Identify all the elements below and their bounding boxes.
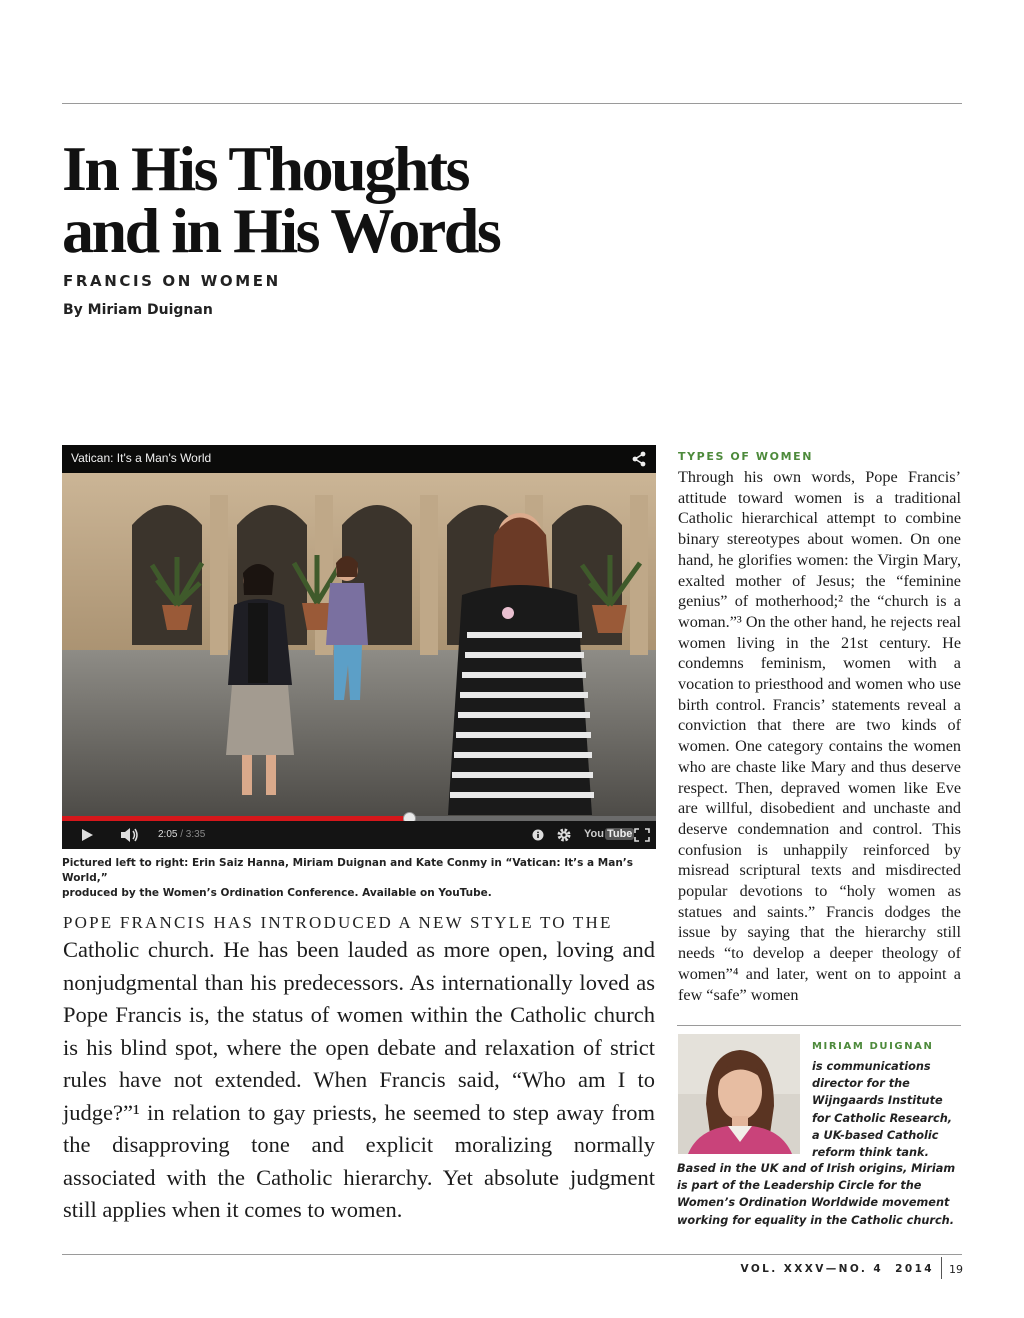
bio-line: is communications bbox=[812, 1060, 931, 1073]
control-bar bbox=[62, 821, 656, 849]
bio-rule bbox=[677, 1025, 961, 1026]
video-player[interactable] bbox=[62, 445, 656, 849]
bio-line: reform think tank. bbox=[812, 1146, 929, 1160]
sidebar-column bbox=[678, 450, 961, 1005]
caption-line-1: Pictured left to right: Erin Saiz Hanna, Miriam Duignan and Kate Conmy in “Vatican: It’s a Man’s World,” bbox=[62, 857, 634, 884]
bio-short bbox=[812, 1058, 962, 1161]
share-icon[interactable] bbox=[630, 450, 648, 468]
video-title-bar bbox=[62, 445, 656, 473]
info-icon[interactable] bbox=[532, 829, 544, 841]
photo-caption bbox=[62, 856, 662, 901]
bio-line: Wijngaards Institute bbox=[812, 1094, 943, 1108]
bio-line: director for the bbox=[812, 1077, 910, 1091]
time-display bbox=[158, 829, 205, 840]
title-line-2: and in His Words bbox=[62, 195, 500, 266]
video-title[interactable]: Vatican: It's a Man's World bbox=[71, 451, 212, 465]
caption-line-2: produced by the Women’s Ordination Conference. Available on YouTube. bbox=[62, 887, 492, 899]
play-icon[interactable] bbox=[80, 828, 94, 842]
youtube-logo-you: You bbox=[584, 828, 604, 840]
body-paragraph: Catholic church. He has been lauded as more open, loving and nonjudgmental than his predecessors. As internationally loved as Pope Francis is, the status of women within the Catholic church is his blind spot, where the open debate and relaxation of strict rules have not extended. When Francis said, “Who am I to judge?”¹ in relation to gay priests, he seemed to step away from the disapproving tone and explicit moralizing normally associated with the Catholic hierarchy. Yet absolute judgment still applies when it comes to women. bbox=[63, 937, 655, 1222]
fullscreen-icon[interactable] bbox=[634, 828, 650, 842]
article-body bbox=[63, 912, 655, 1227]
current-time: 2:05 bbox=[158, 829, 178, 840]
youtube-logo-tube: Tube bbox=[606, 828, 633, 840]
title-line-1: In His Thoughts bbox=[62, 133, 468, 204]
bio-line: for Catholic Research, bbox=[812, 1111, 953, 1125]
sidebar-paragraph: Through his own words, Pope Francis’ attitude toward women is a traditional Catholic hierarchical attempt to combine binary stereotypes about women. On one hand, he glorifies women: the Virgin Mary, exalted mother of Jesus; the “feminine genius” of motherhood;² the “church is a woman.”³ On the other hand, he rejects real women living in the 21st century. He condemns feminism, women with a vocation to priesthood and women who use birth control. Francis’ statements reveal a conviction that there are two kinds of women. One category contains the women who are chaste like Mary and thus deserve respect. Then, depraved women like Eve are willful, disobedient and unchaste and deserve condemnation and control. This confusion is unhappily reinforced by misread scriptural texts and misdirected popular devotions to “holy women as statues and saints.” Francis dodges the issue by saying that the hierarchy still needs “to develop a deeper theology of women”⁴ and later, went on to appoint a few “safe” women bbox=[678, 468, 961, 1004]
volume-icon[interactable] bbox=[120, 827, 140, 843]
footer-divider bbox=[941, 1257, 942, 1279]
gear-icon[interactable] bbox=[556, 827, 572, 843]
bio-name: MIRIAM DUIGNAN bbox=[812, 1041, 934, 1052]
video-frame bbox=[62, 445, 656, 849]
footer-rule bbox=[62, 1254, 962, 1255]
issue-label: VOL. XXXV—NO. 4 2014 bbox=[740, 1263, 934, 1275]
youtube-logo[interactable] bbox=[584, 828, 634, 840]
bio-line: Women’s Ordination Worldwide movement bbox=[677, 1196, 950, 1210]
article-kicker: FRANCIS ON WOMEN bbox=[63, 272, 281, 290]
bio-line: working for equality in the Catholic church. bbox=[677, 1213, 955, 1227]
author-portrait bbox=[678, 1034, 800, 1154]
article-byline: By Miriam Duignan bbox=[63, 302, 213, 318]
section-heading: TYPES OF WOMEN bbox=[678, 450, 814, 463]
bio-long bbox=[677, 1160, 967, 1229]
lead-in: POPE FRANCIS HAS INTRODUCED A NEW STYLE TO THE bbox=[63, 913, 613, 932]
page-number: 19 bbox=[949, 1263, 963, 1276]
bio-line: a UK-based Catholic bbox=[812, 1128, 939, 1142]
bio-line: is part of the Leadership Circle for the bbox=[677, 1179, 922, 1193]
duration: / 3:35 bbox=[180, 829, 206, 840]
top-rule bbox=[62, 103, 962, 104]
article-title bbox=[62, 133, 682, 266]
bio-line: Based in the UK and of Irish origins, Miriam bbox=[677, 1162, 956, 1175]
